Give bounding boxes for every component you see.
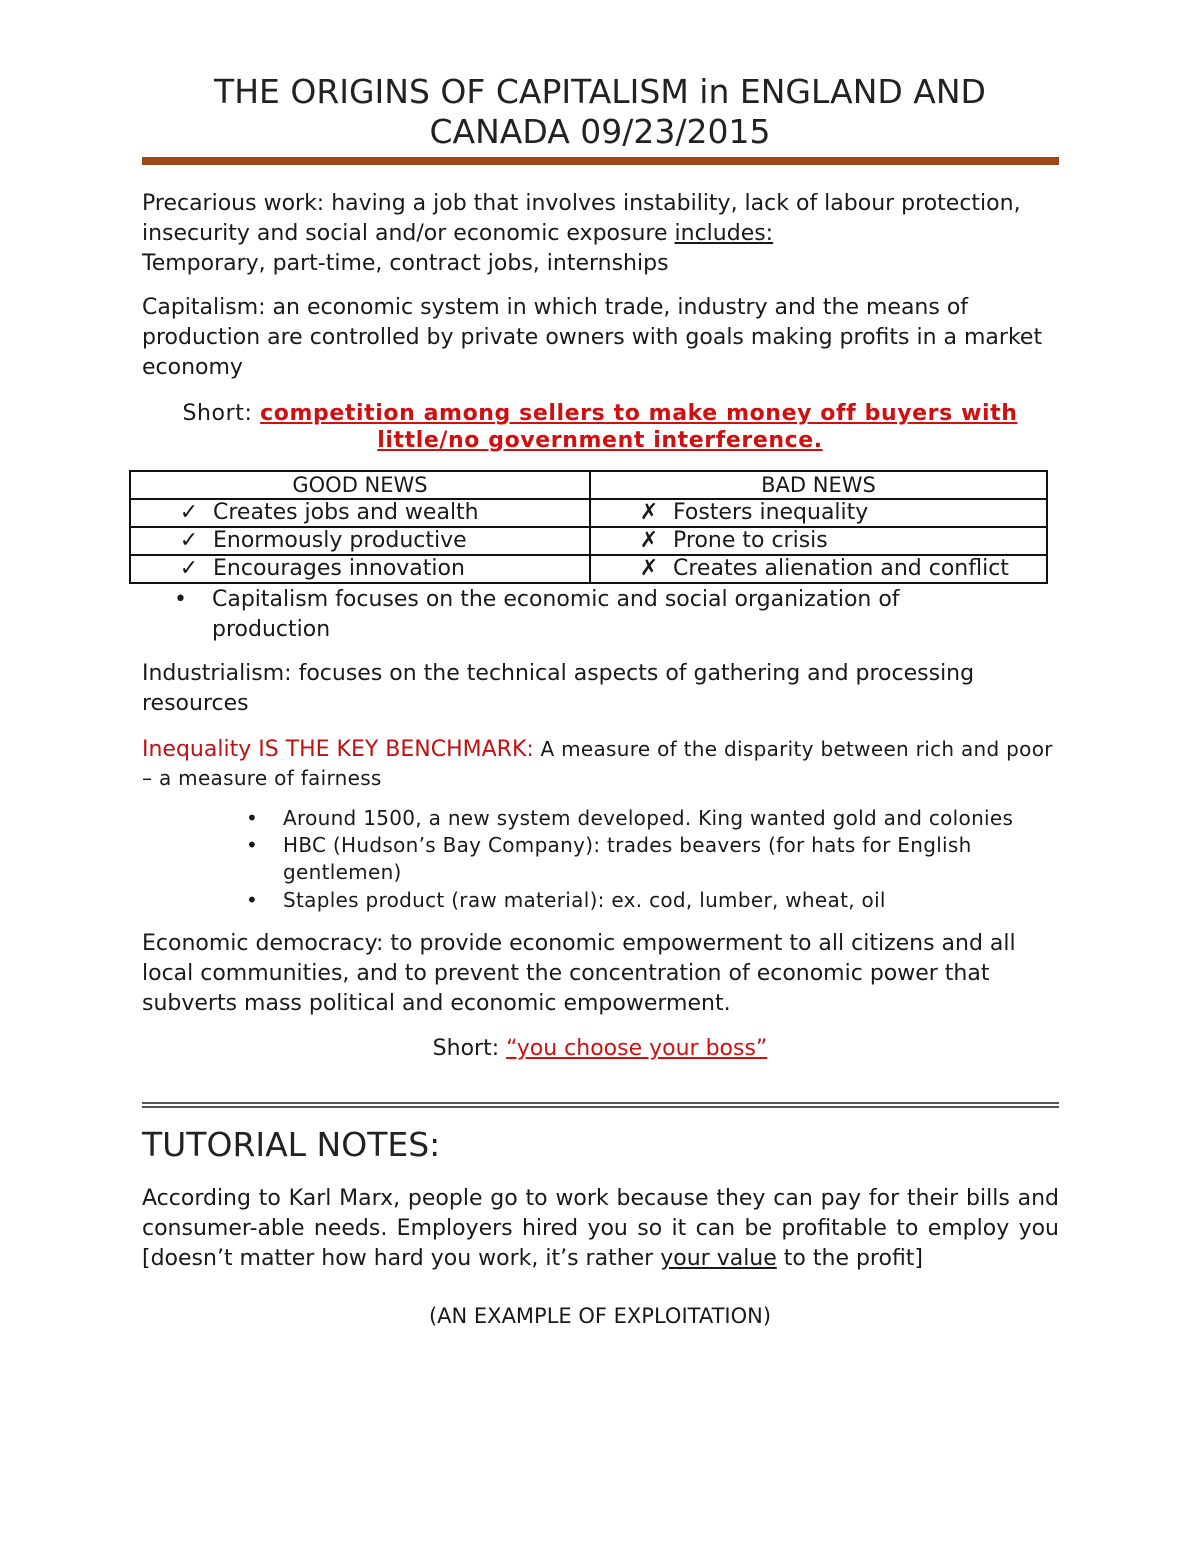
your-value-text: your value: [660, 1246, 777, 1271]
good-news-item: Creates jobs and wealth: [213, 500, 479, 525]
bullet-icon: •: [246, 833, 259, 857]
exploitation-example: (AN EXAMPLE OF EXPLOITATION): [428, 1304, 772, 1328]
checkmark-icon: ✓: [179, 528, 199, 553]
title-line-2: CANADA 09/23/2015: [429, 112, 771, 151]
bad-news-cell: [590, 527, 1047, 555]
title-divider: [142, 157, 1059, 165]
precarious-work-paragraph: [142, 189, 1062, 279]
marx-text-start: According to Karl Marx, people go to work because they can pay for their bills and consumer-able needs. Employers hired you so it can be profitable to employ you [doesn’t matter how hard you work, it’s rather: [142, 1186, 1059, 1271]
list-item: [246, 887, 1073, 914]
table-row: [130, 499, 1047, 527]
short-label: Short:: [432, 1036, 507, 1061]
bad-news-item: Creates alienation and conflict: [673, 556, 1009, 581]
bad-news-cell: [590, 555, 1047, 583]
bullet-icon: •: [174, 587, 187, 612]
good-news-cell: [130, 527, 590, 555]
short-definition-democracy: [142, 1034, 1058, 1064]
double-rule-bottom: [142, 1106, 1059, 1108]
list-item: [246, 832, 1073, 886]
good-bad-news-table: [129, 470, 1048, 584]
table-row: [130, 555, 1047, 583]
inequality-paragraph: [142, 735, 1062, 792]
bad-news-cell: [590, 499, 1047, 527]
precarious-examples: Temporary, part-time, contract jobs, internships: [142, 251, 669, 276]
economic-democracy-definition: Economic democracy: to provide economic empowerment to all citizens and all local communities, and to prevent the concentration of economic power that subverts mass political and economic empowerment.: [142, 931, 1016, 1016]
page-title: [142, 72, 1058, 152]
marx-text-end: to the profit]: [776, 1246, 924, 1271]
table-header-row: [130, 471, 1047, 499]
short-definition-capitalism: [142, 400, 1058, 454]
cross-icon: ✗: [639, 528, 659, 553]
short-democracy-text: “you choose your boss”: [506, 1036, 768, 1061]
double-rule-top: [142, 1102, 1059, 1104]
list-item-text: Staples product (raw material): ex. cod, lumber, wheat, oil: [283, 888, 886, 912]
list-item: [246, 805, 1073, 832]
checkmark-icon: ✓: [179, 556, 199, 581]
title-line-1: THE ORIGINS OF CAPITALISM in ENGLAND AND: [214, 72, 986, 111]
industrialism-definition: Industrialism: focuses on the technical aspects of gathering and processing resources: [142, 661, 975, 716]
bad-news-item: Fosters inequality: [673, 500, 869, 525]
good-news-item: Enormously productive: [213, 528, 467, 553]
inequality-key-benchmark: Inequality IS THE KEY BENCHMARK:: [142, 737, 534, 762]
list-item-text: HBC (Hudson’s Bay Company): trades beavers (for hats for English gentlemen): [283, 833, 972, 884]
good-news-cell: [130, 499, 590, 527]
bullet-text: Capitalism focuses on the economic and social organization of production: [212, 587, 900, 642]
good-news-header: GOOD NEWS: [130, 471, 590, 499]
precarious-definition: Precarious work: having a job that involves instability, lack of labour protection, insecurity and social and/or economic exposure: [142, 191, 1021, 246]
tutorial-notes-heading: TUTORIAL NOTES:: [142, 1125, 441, 1164]
karl-marx-paragraph: [142, 1184, 1059, 1274]
good-news-item: Encourages innovation: [213, 556, 465, 581]
table-row: [130, 527, 1047, 555]
includes-label: includes:: [674, 221, 774, 246]
cross-icon: ✗: [639, 500, 659, 525]
bullet-icon: •: [246, 806, 259, 830]
cross-icon: ✗: [639, 556, 659, 581]
bullet-icon: •: [246, 888, 259, 912]
bad-news-item: Prone to crisis: [673, 528, 828, 553]
checkmark-icon: ✓: [179, 500, 199, 525]
list-item-text: Around 1500, a new system developed. King wanted gold and colonies: [283, 806, 1014, 830]
short-label: Short:: [182, 401, 261, 426]
inequality-definition: A measure of the disparity between rich and poor – a measure of fairness: [142, 737, 1053, 790]
capitalism-focus-bullet: [174, 585, 992, 645]
good-news-cell: [130, 555, 590, 583]
bad-news-header: BAD NEWS: [590, 471, 1047, 499]
capitalism-definition: Capitalism: an economic system in which trade, industry and the means of production are controlled by private owners with goals making profits in a market economy: [142, 295, 1043, 380]
short-capitalism-text: competition among sellers to make money off buyers with little/no government interference.: [260, 401, 1018, 453]
